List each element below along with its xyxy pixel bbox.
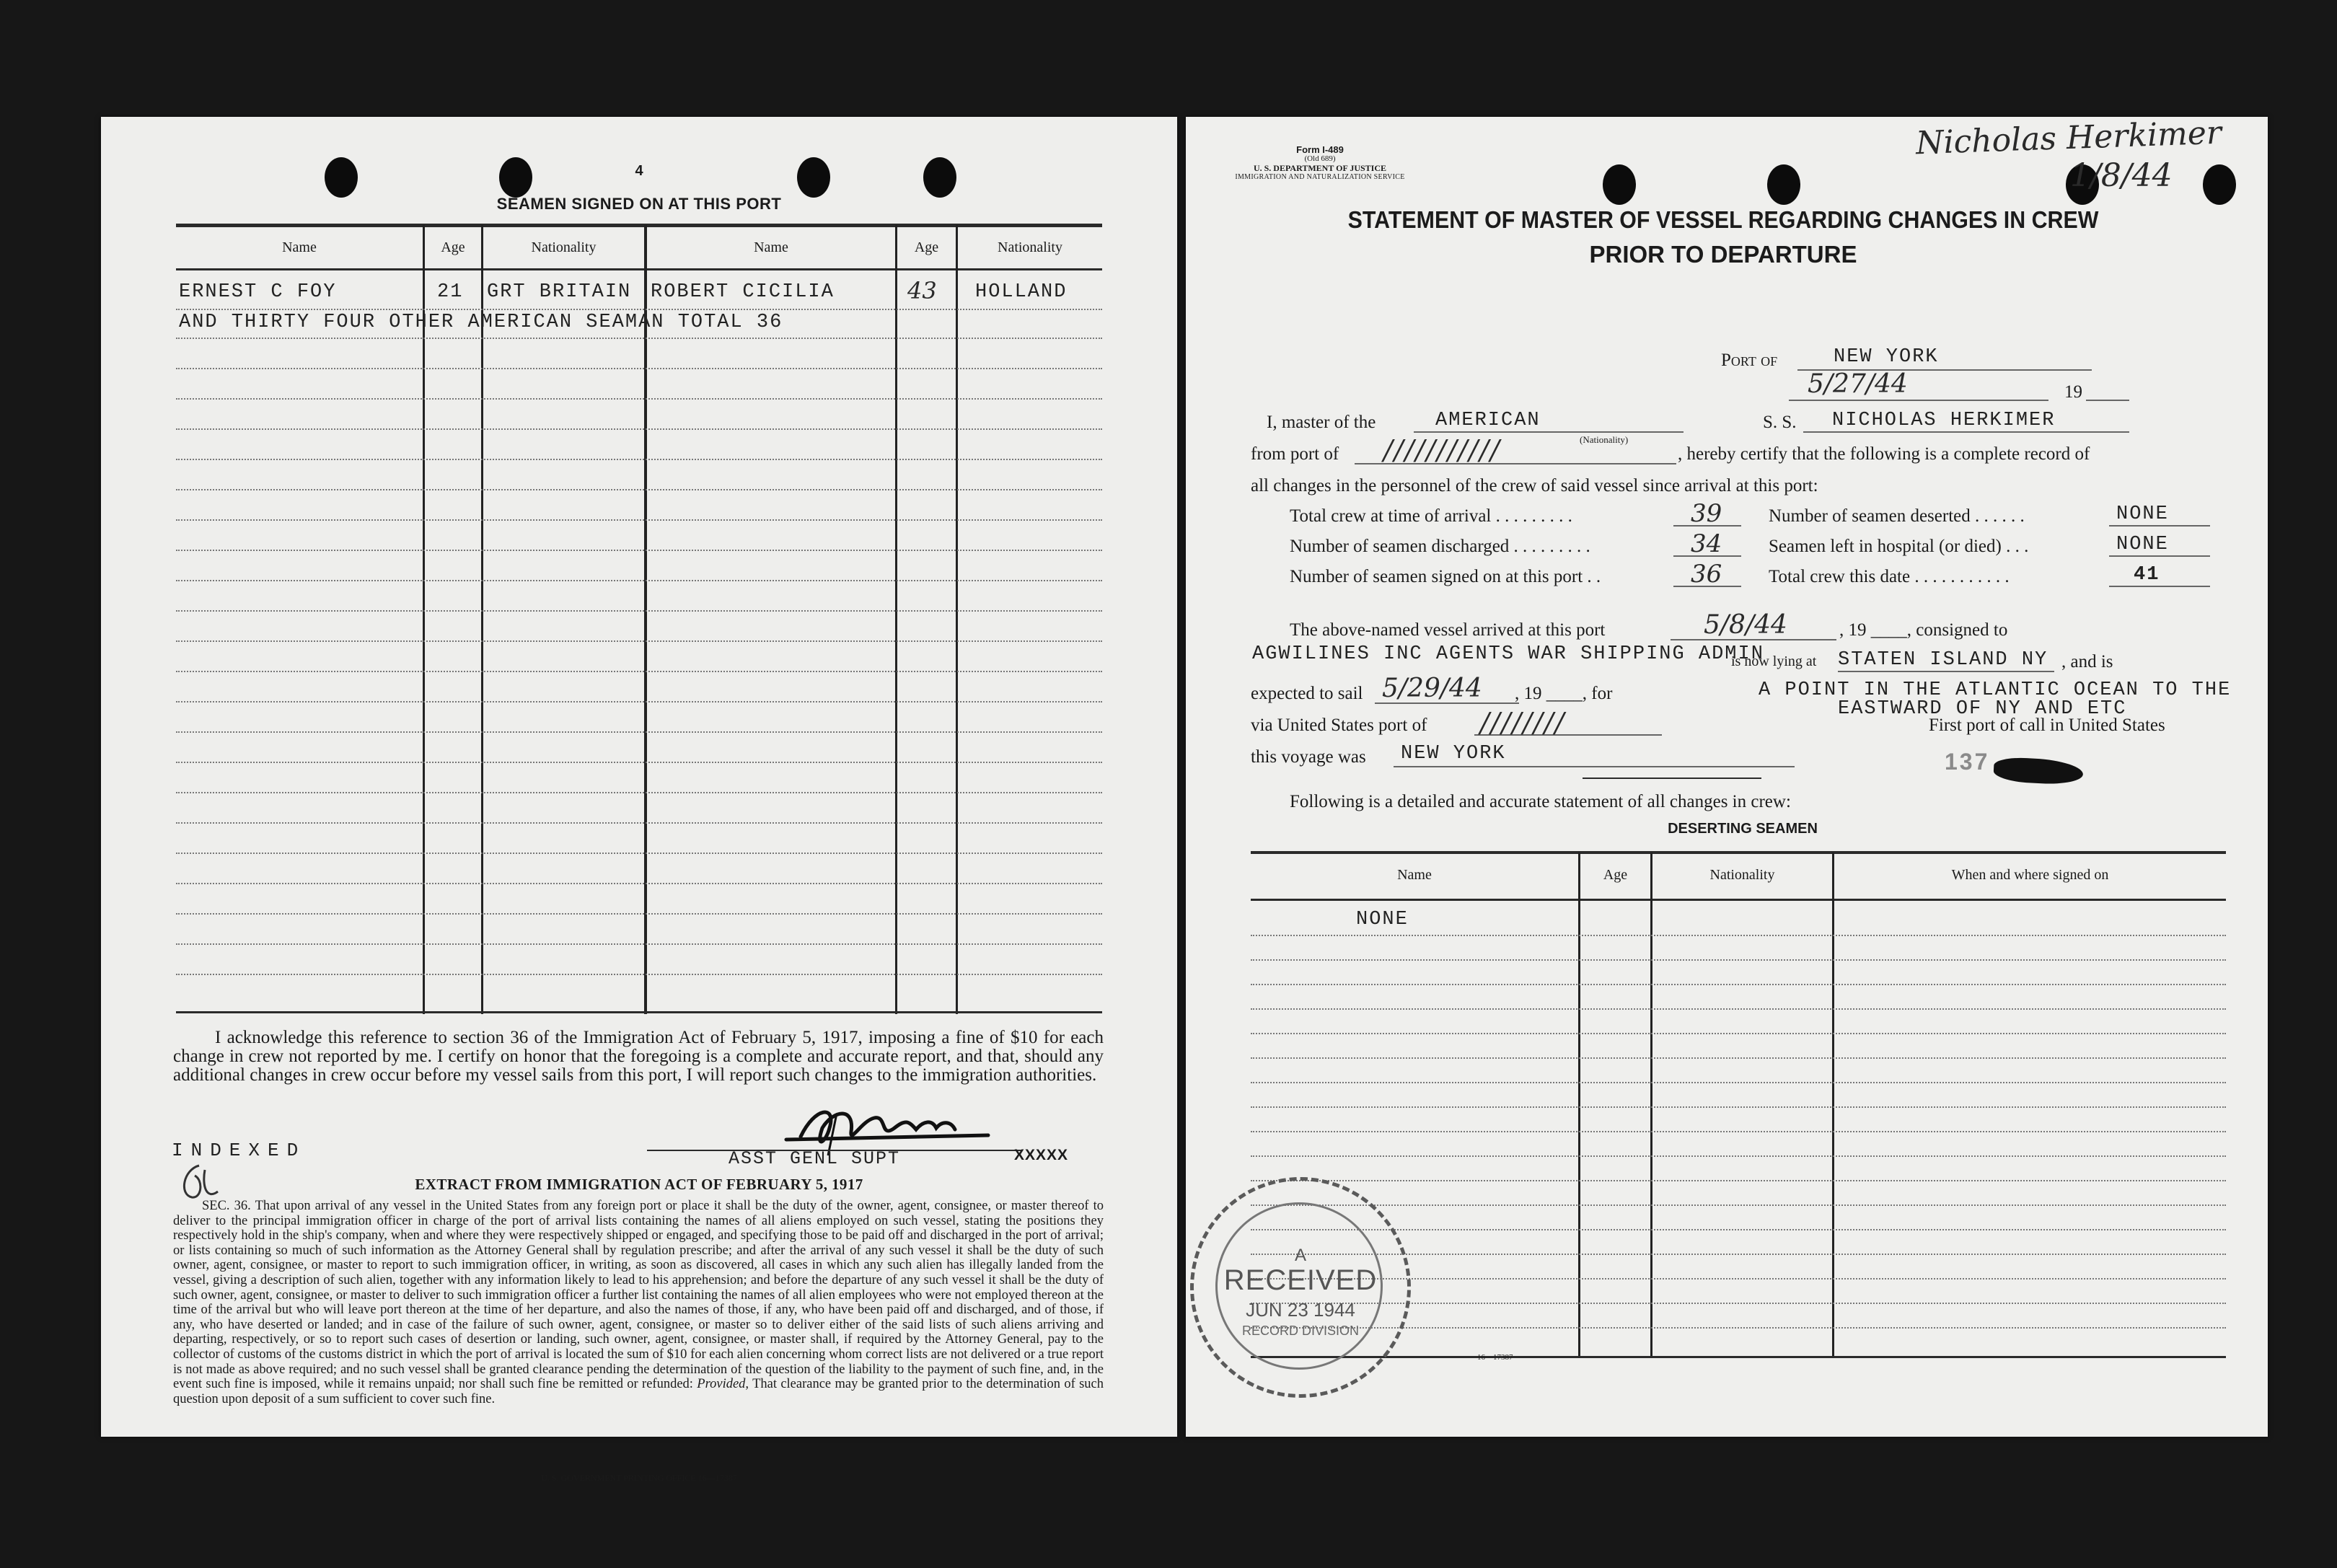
col-header-nationality: Nationality: [1709, 867, 1775, 883]
redaction-blot: [1993, 757, 2084, 785]
cell-name: ERNEST C FOY: [179, 281, 337, 303]
struck-text: XXXXX: [1014, 1147, 1069, 1163]
signature-title: ASST GENL SUPT: [729, 1148, 901, 1169]
destination-line1: A POINT IN THE ATLANTIC OCEAN TO THE: [1759, 679, 2232, 701]
row-line: [176, 519, 1102, 521]
row-line: [176, 398, 1102, 400]
right-page: [1186, 114, 2268, 1437]
col-divider: [481, 225, 483, 1014]
expected-label: expected to sail: [1251, 684, 1363, 703]
row-line: [1251, 1008, 2226, 1010]
col-header-signed-on: When and where signed on: [1951, 867, 2109, 883]
consigned-text: , 19 ____, consigned to: [1839, 620, 2008, 640]
col-divider: [895, 225, 897, 1014]
all-changes-text: all changes in the personnel of the crew of said vessel since arrival at this port:: [1251, 476, 1818, 495]
stamp-number: 137: [1945, 749, 1990, 775]
col-divider: [1832, 853, 1834, 1357]
stamp-received: RECEIVED: [1223, 1264, 1378, 1296]
vessel-name: NICHOLAS HERKIMER: [1832, 410, 2056, 431]
col-header-name: Name: [1397, 867, 1432, 883]
col-divider: [423, 225, 425, 1014]
col-divider: [644, 225, 647, 1014]
expected-value: 5/29/44: [1382, 674, 1482, 703]
indexed-stamp: INDEXED: [172, 1140, 307, 1161]
row-line: [176, 428, 1102, 430]
nationality-value: AMERICAN: [1435, 410, 1541, 431]
via-label: via United States port of: [1251, 715, 1427, 735]
vessel-line: [1803, 431, 2129, 433]
col-divider: [1650, 853, 1652, 1357]
printing-office: U. S. GOVERNMENT PRINTING OFFICE 16—17387: [541, 1473, 737, 1483]
stat-label: Number of seamen signed on at this port . .: [1290, 567, 1601, 586]
stat-value: 39: [1691, 499, 1722, 528]
form-title-line1: STATEMENT OF MASTER OF VESSEL REGARDING CHANGES IN CREW: [1347, 206, 2099, 233]
nationality-line: [1414, 431, 1684, 433]
cell-nationality: HOLLAND: [975, 281, 1068, 303]
stat-label: Total crew this date . . . . . . . . . . .: [1769, 567, 2010, 586]
nationality-caption: (Nationality): [1580, 434, 1629, 445]
from-port-label: from port of: [1251, 444, 1339, 464]
extract-body: [173, 1199, 1104, 1406]
row-line: [176, 610, 1102, 612]
table-header-rule: [1251, 899, 2226, 901]
stat-value: 41: [2134, 564, 2160, 586]
page-number: 4: [635, 163, 643, 179]
date-line: [1789, 400, 2048, 401]
row-line: [176, 640, 1102, 642]
separator-rule: [1583, 778, 1761, 779]
table-top-rule: [176, 224, 1102, 227]
row-line: [1251, 935, 2226, 936]
row-line: [176, 974, 1102, 975]
row-line: [1251, 1131, 2226, 1132]
stat-line: [2109, 525, 2210, 527]
lying-line: [1838, 671, 2054, 672]
col-header-name: Name: [754, 239, 788, 255]
row-line: [1251, 1106, 2226, 1108]
table-top-rule: [1251, 851, 2226, 854]
cell-age: 43: [907, 277, 937, 304]
row-line: [176, 913, 1102, 915]
voyage-label: this voyage was: [1251, 747, 1366, 767]
stamp-top: A: [1294, 1246, 1306, 1265]
received-stamp: [1190, 1177, 1411, 1398]
form-old: (Old 689): [1304, 154, 1336, 163]
row-line: [176, 489, 1102, 490]
extract-text: That upon arrival of any vessel in the United States from any foreign port or place it shall be the duty of the owner, agent, consignee, or master thereof to deliver to the principal immigration officer in charge of the port of arrival lists containing the names of all aliens employed on such vessel, stating the positions they respectively hold in the ship's company, when and where they were respectively shipped or engaged, and specifying those to be paid off and discharged in the port of arrival; or lists containing so much of such information as the Attorney General shall by regulation prescribe; and after the arrival of any such vessel it shall be the duty of such owner, agent, consignee, or master to report to such immigration officer, in writing, as soon as discovered, all cases in which any such alien has illegally landed from the vessel, giving a description of such alien, together with any information likely to lead to his apprehension; and before the departure of any such vessel it shall be the duty of such owner, agent, consignee, or master to deliver to such immigration officer a further list containing the names of all alien employees who were not employed thereon at the time of the arrival but who will leave port thereon at the time of her departure, and also the names of those, if any, who have been paid off and discharged, and of those, if any, who have deserted or landed; and in case of the failure of such owner, agent, consignee, or master so to deliver either of the said lists of such aliens arriving and departing, respectively, or so to report such cases of desertion or landing, such owner, agent, consignee, or master shall, if required by the Attorney General, pay to the collector of customs of the customs district in which the port of arrival is located the sum of $10 for each alien concerning whom correct lists are not delivered or a true report is not made as above required; and no such vessel shall be granted clearance pending the determination of the question of the liability to the payment of such fine, and, in the event such fine is imposed, while it remains unpaid; nor shall such fine be remitted or refunded:: [173, 1199, 1104, 1392]
table-header-rule: [176, 268, 1102, 270]
section-title: SEAMEN SIGNED ON AT THIS PORT: [496, 195, 782, 213]
via-value: ////////: [1480, 707, 1566, 739]
arrived-label: The above-named vessel arrived at this port: [1290, 620, 1606, 640]
stat-value: NONE: [2116, 534, 2169, 555]
stat-label: Seamen left in hospital (or died) . . .: [1769, 537, 2029, 556]
row-line: [176, 550, 1102, 551]
stat-value: 34: [1691, 529, 1722, 558]
row-line: [1251, 959, 2226, 961]
voyage-value: NEW YORK: [1401, 743, 1506, 765]
voyage-line: [1394, 766, 1795, 767]
stat-label: Total crew at time of arrival . . . . . . . . .: [1290, 506, 1572, 526]
table-bottom-rule: [1251, 1356, 2226, 1358]
punch-hole: [1767, 164, 1800, 205]
row-line: [176, 338, 1102, 339]
punch-hole: [1603, 164, 1636, 205]
department: U. S. DEPARTMENT OF JUSTICE: [1253, 163, 1387, 173]
row-line: [176, 309, 1102, 310]
from-port-value: ///////////: [1383, 434, 1501, 466]
row-line: [176, 853, 1102, 854]
row-line: [176, 580, 1102, 581]
consignee-value: AGWILINES INC AGENTS WAR SHIPPING ADMIN: [1252, 643, 1764, 665]
stat-line: [2109, 555, 2210, 557]
row-line: [176, 792, 1102, 793]
arrived-value: 5/8/44: [1704, 610, 1787, 640]
ss-label: S. S.: [1763, 413, 1797, 432]
col-header-nationality: Nationality: [531, 239, 597, 255]
left-page: [101, 117, 1177, 1483]
row-line: [1251, 1180, 2226, 1181]
stat-label: Number of seamen discharged . . . . . . . . .: [1290, 537, 1590, 556]
stat-label: Number of seamen deserted . . . . . .: [1769, 506, 2025, 526]
year-line: [2086, 400, 2129, 401]
port-of-value: NEW YORK: [1834, 346, 1939, 368]
destination-line2: EASTWARD OF NY AND ETC: [1838, 698, 2127, 720]
row-line: [1251, 1082, 2226, 1083]
stamp-division: RECORD DIVISION: [1241, 1323, 1360, 1338]
lying-value: STATEN ISLAND NY: [1838, 649, 2048, 671]
row-line: [1251, 984, 2226, 985]
stamp-date: JUN 23 1944: [1246, 1299, 1355, 1321]
extract-lead: SEC. 36.: [202, 1199, 251, 1213]
col-divider: [1578, 853, 1580, 1357]
row-line: [176, 762, 1102, 763]
cell-age: 21: [437, 281, 464, 303]
punch-hole: [2203, 164, 2236, 205]
row-line: [176, 459, 1102, 460]
cell-summary: AND THIRTY FOUR OTHER AMERICAN SEAMAN TOTAL 36: [179, 312, 783, 333]
master-of-label: I, master of the: [1267, 413, 1376, 432]
col-header-nationality: Nationality: [998, 239, 1062, 255]
certify-text: , hereby certify that the following is a complete record of: [1678, 444, 2090, 464]
handwritten-date: 1/8/44: [2070, 157, 2173, 194]
row-line: [176, 822, 1102, 824]
stat-line: [2109, 586, 2210, 587]
col-header-age: Age: [1603, 867, 1628, 883]
date-value: 5/27/44: [1808, 369, 1908, 399]
acknowledgment-text: I acknowledge this reference to section 36 of the Immigration Act of February 5, 1917, imposing a fine of $10 for each change in crew not reported by me. I certify on honor that the foregoing is a complete and accurate report, and that, should any additional changes in crew occur before my vessel sails from this port, I will report such changes to the immigration authorities.: [173, 1028, 1104, 1085]
now-lying-text: is now lying at: [1731, 653, 1817, 669]
handwritten-vessel-name: Nicholas Herkimer: [1915, 114, 2222, 162]
col-divider: [956, 225, 958, 1014]
col-header-name: Name: [282, 239, 317, 255]
stat-value: 36: [1691, 560, 1722, 589]
table-bottom-rule: [176, 1011, 1102, 1013]
extract-title: EXTRACT FROM IMMIGRATION ACT OF FEBRUARY 5, 1917: [415, 1176, 863, 1193]
row-line: [176, 943, 1102, 945]
row-line: [1251, 1204, 2226, 1206]
row-line: [176, 701, 1102, 702]
stat-value: NONE: [2116, 503, 2169, 525]
footer-code: 16—17387: [1477, 1353, 1513, 1362]
row-line: [176, 883, 1102, 884]
row-line: [1251, 1033, 2226, 1034]
service: IMMIGRATION AND NATURALIZATION SERVICE: [1235, 173, 1405, 181]
row-line: [1251, 1155, 2226, 1157]
form-title-line2: PRIOR TO DEPARTURE: [1589, 241, 1857, 268]
row-line: [1251, 1229, 2226, 1230]
first-port-text: First port of call in United States: [1929, 715, 2165, 735]
cell-nationality: GRT BRITAIN: [487, 281, 632, 303]
deserting-first-entry: NONE: [1356, 909, 1409, 930]
row-line: [1251, 1057, 2226, 1059]
year-suffix: 19: [2064, 382, 2082, 402]
col-header-age: Age: [914, 239, 939, 255]
row-line: [176, 368, 1102, 369]
row-line: [176, 671, 1102, 672]
row-line: [176, 731, 1102, 733]
for-text: , 19 ____, for: [1515, 684, 1613, 703]
col-header-age: Age: [441, 239, 465, 255]
port-of-label: Port of: [1721, 351, 1778, 370]
cell-name: ROBERT CICILIA: [651, 281, 835, 303]
and-is-text: , and is: [2061, 652, 2113, 671]
form-id: Form I-489: [1296, 144, 1344, 155]
following-text: Following is a detailed and accurate statement of all changes in crew:: [1290, 792, 1791, 811]
extract-provided: Provided,: [697, 1377, 749, 1392]
deserting-title: DESERTING SEAMEN: [1668, 821, 1818, 837]
extract-tail: That clearance may be granted prior to the determination of such question upon deposit of a sum sufficient to cover such fine.: [173, 1377, 1104, 1406]
